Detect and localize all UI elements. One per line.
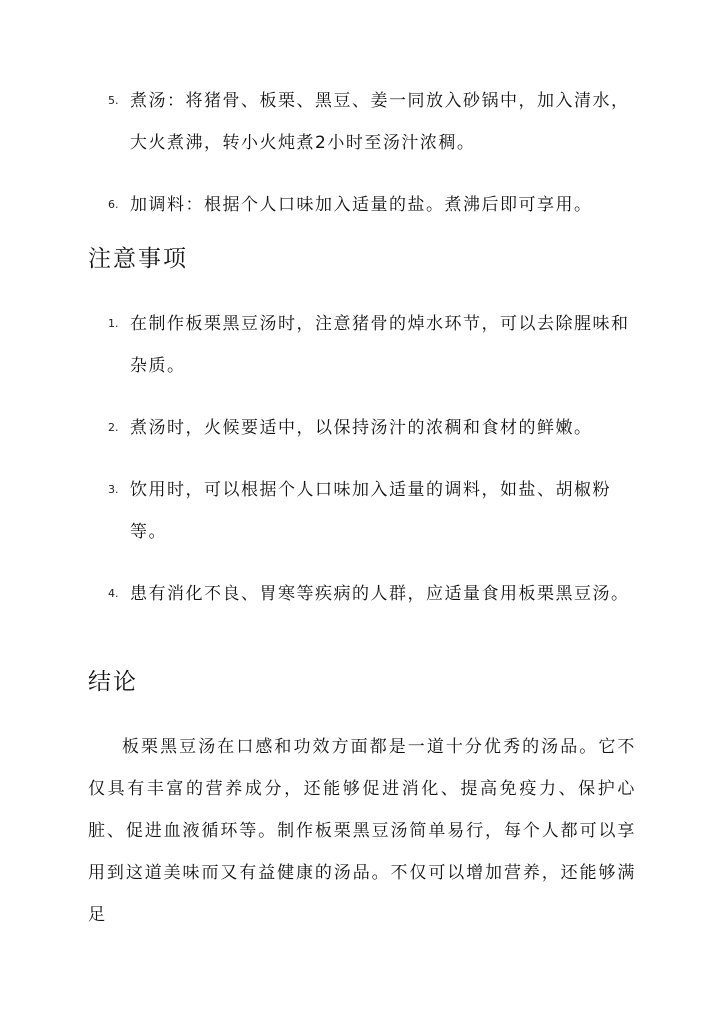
list-number: 3. bbox=[108, 483, 119, 496]
list-item bbox=[88, 407, 634, 449]
list-item bbox=[88, 303, 634, 387]
list-number: 5. bbox=[108, 94, 119, 107]
list-item-text: 饮用时，可以根据个人口味加入适量的调料，如盐、胡椒粉等。 bbox=[130, 480, 611, 542]
list-item bbox=[88, 80, 634, 164]
section-heading-notes: 注意事项 bbox=[88, 246, 188, 272]
conclusion-paragraph: 板栗黑豆汤在口感和功效方面都是一道十分优秀的汤品。它不仅具有丰富的营养成分，还能够促进消化、提高免疫力、保护心脏、促进血液循环等。制作板栗黑豆汤简单易行，每个人都可以享用到这道美味而又有益健康的汤品。不仅可以增加营养，还能够满足 bbox=[88, 737, 636, 925]
list-item bbox=[88, 184, 634, 226]
notes-list bbox=[88, 303, 634, 635]
list-item bbox=[88, 469, 634, 553]
section-heading-conclusion: 结论 bbox=[88, 669, 138, 695]
list-number: 1. bbox=[108, 317, 119, 330]
list-item-text: 加调料：根据个人口味加入适量的盐。煮沸后即可享用。 bbox=[130, 195, 593, 215]
list-item-text: 煮汤：将猪骨、板栗、黑豆、姜一同放入砂锅中，加入清水，大火煮沸，转小火炖煮2小时至汤汁浓稠。 bbox=[130, 91, 630, 153]
steps-list-continued bbox=[88, 80, 634, 246]
list-number: 4. bbox=[108, 587, 119, 600]
list-number: 6. bbox=[108, 198, 119, 211]
list-item-text: 患有消化不良、胃寒等疾病的人群，应适量食用板栗黑豆汤。 bbox=[130, 584, 630, 604]
list-number: 2. bbox=[108, 421, 119, 434]
list-item-text: 在制作板栗黑豆汤时，注意猪骨的焯水环节，可以去除腥味和杂质。 bbox=[130, 314, 630, 376]
list-item bbox=[88, 573, 634, 615]
list-item-text: 煮汤时，火候要适中，以保持汤汁的浓稠和食材的鲜嫩。 bbox=[130, 418, 593, 438]
